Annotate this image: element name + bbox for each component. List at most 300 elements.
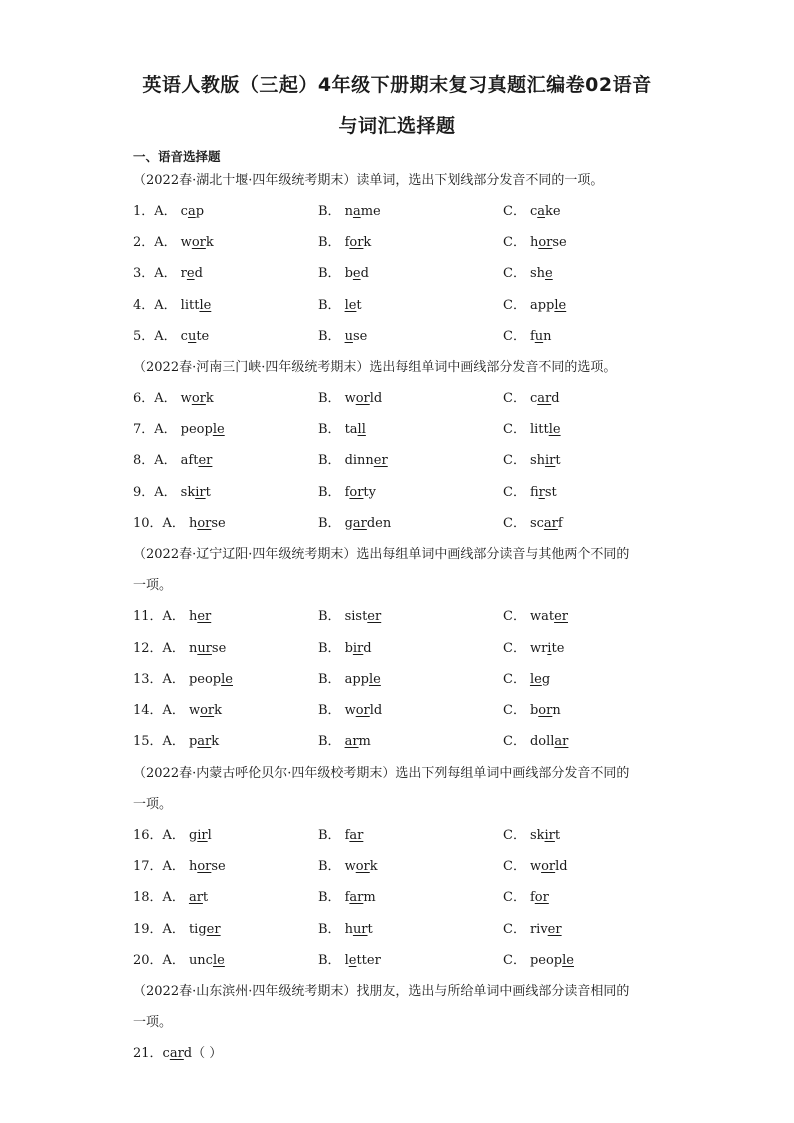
- word-part: ke: [545, 204, 561, 219]
- question-5-option-b: [318, 328, 367, 346]
- underlined-part: or: [191, 235, 206, 250]
- underlined-part: or: [355, 703, 370, 718]
- option-letter: A．: [162, 890, 185, 905]
- underlined-part: or: [197, 859, 212, 874]
- question-15-option-c: [503, 733, 568, 751]
- option-letter: A．: [154, 422, 177, 437]
- option-letter: A．: [154, 298, 177, 313]
- underlined-part: ar: [169, 1046, 184, 1061]
- underlined-part: ar: [188, 890, 203, 905]
- option-letter: A．: [154, 453, 177, 468]
- option-letter: A．: [162, 672, 185, 687]
- question-1-option-c: [503, 203, 561, 221]
- word-part: f: [529, 329, 535, 344]
- question-16-option-a: [133, 827, 212, 845]
- word-part: den: [366, 516, 392, 531]
- question-18-option-b: [318, 889, 376, 907]
- option-letter: B．: [318, 672, 341, 687]
- question-17-option-c: [503, 858, 568, 876]
- underlined-part: a: [537, 204, 545, 219]
- question-3-option-b: [318, 265, 369, 283]
- question-number: 19．: [133, 922, 163, 937]
- underlined-part: ar: [344, 734, 359, 749]
- option-letter: C．: [503, 641, 526, 656]
- underlined-part: or: [355, 859, 370, 874]
- underlined-part: or: [355, 391, 370, 406]
- question-9-option-a: [133, 484, 211, 502]
- word-part: m: [358, 734, 371, 749]
- word-part: f: [529, 890, 535, 905]
- group-instruction: [133, 765, 673, 827]
- question-5-option-a: [133, 328, 209, 346]
- underlined-part: le: [368, 672, 381, 687]
- word-part: k: [211, 734, 220, 749]
- option-letter: A．: [154, 204, 177, 219]
- word-part: c: [162, 1046, 170, 1061]
- option-letter: C．: [503, 703, 526, 718]
- option-letter: C．: [503, 204, 526, 219]
- underlined-part: ir: [544, 828, 555, 843]
- word-part: h: [188, 609, 198, 624]
- word-part: d: [363, 641, 372, 656]
- option-letter: B．: [318, 329, 341, 344]
- question-7-option-a: [133, 421, 225, 439]
- option-letter: A．: [162, 859, 185, 874]
- word-part: h: [344, 922, 353, 937]
- question-18-option-a: [133, 889, 208, 907]
- option-letter: B．: [318, 890, 341, 905]
- option-letter: B．: [318, 734, 341, 749]
- question-number: 1．: [133, 204, 155, 219]
- question-13-option-c: [503, 671, 550, 689]
- question-12-option-a: [133, 640, 226, 658]
- underlined-part: u: [534, 329, 544, 344]
- word-part: l: [207, 828, 212, 843]
- option-letter: B．: [318, 235, 341, 250]
- option-letter: B．: [318, 266, 341, 281]
- word-part: f: [529, 485, 539, 500]
- option-letter: C．: [503, 859, 526, 874]
- word-part: me: [360, 204, 381, 219]
- word-part: se: [211, 641, 227, 656]
- word-part: litt: [180, 298, 200, 313]
- option-letter: C．: [503, 516, 526, 531]
- word-part: ta: [344, 422, 358, 437]
- word-part: sh: [529, 453, 545, 468]
- underlined-part: ur: [352, 922, 368, 937]
- option-letter: A．: [162, 641, 185, 656]
- underlined-part: ir: [195, 485, 206, 500]
- underlined-part: e: [352, 266, 361, 281]
- underlined-part: le: [221, 672, 233, 687]
- question-14-option-c: [503, 702, 561, 720]
- word-part: w: [188, 703, 201, 718]
- group-instruction: [133, 983, 673, 1045]
- word-part: dinn: [344, 453, 374, 468]
- question-3-option-a: [133, 265, 203, 283]
- underlined-part: er: [547, 922, 562, 937]
- page-title-line-1: 英语人教版（三起）4年级下册期末复习真题汇编卷02语音: [142, 74, 652, 96]
- underlined-part: er: [198, 453, 213, 468]
- word-part: app: [529, 298, 555, 313]
- word-part: k: [205, 391, 214, 406]
- question-number: 18．: [133, 890, 163, 905]
- question-number: 10．: [133, 516, 163, 531]
- underlined-part: or: [191, 391, 206, 406]
- option-letter: B．: [318, 859, 341, 874]
- question-number: 14．: [133, 703, 163, 718]
- underlined-part: i: [547, 641, 552, 656]
- underlined-part: or: [349, 235, 364, 250]
- word-part: k: [369, 859, 378, 874]
- question-19-option-c: [503, 921, 562, 939]
- question-11-option-c: [503, 608, 568, 626]
- option-letter: B．: [318, 204, 341, 219]
- question-1-option-b: [318, 203, 381, 221]
- option-letter: A．: [154, 485, 177, 500]
- question-18-option-c: [503, 889, 549, 907]
- word-part: p: [188, 734, 198, 749]
- option-letter: C．: [503, 235, 526, 250]
- question-19-option-b: [318, 921, 373, 939]
- word-part: tig: [188, 922, 207, 937]
- word-part: w: [344, 703, 356, 718]
- question-13-option-a: [133, 671, 233, 689]
- question-8-option-a: [133, 452, 212, 470]
- option-letter: B．: [318, 391, 341, 406]
- question-number: 4．: [133, 298, 155, 313]
- word-part: sk: [180, 485, 196, 500]
- option-letter: B．: [318, 422, 341, 437]
- underlined-part: le: [212, 953, 225, 968]
- option-letter: C．: [503, 485, 526, 500]
- question-11-option-a: [133, 608, 211, 626]
- question-5-option-c: [503, 328, 552, 346]
- option-letter: A．: [154, 266, 177, 281]
- option-letter: B．: [318, 641, 341, 656]
- word-part: w: [180, 235, 192, 250]
- question-number: 7．: [133, 422, 155, 437]
- question-10-option-a: [133, 515, 226, 533]
- word-part: f: [344, 235, 350, 250]
- question-number: 9．: [133, 485, 155, 500]
- underlined-part: a: [352, 204, 361, 219]
- word-part: peop: [180, 422, 213, 437]
- underlined-part: le: [562, 953, 574, 968]
- question-9-option-b: [318, 484, 376, 502]
- word-part: c: [529, 204, 538, 219]
- word-part: tter: [356, 953, 381, 968]
- question-13-option-b: [318, 671, 381, 689]
- underlined-part: er: [206, 922, 221, 937]
- question-number: 12．: [133, 641, 163, 656]
- word-part: n: [188, 641, 198, 656]
- word-part: ld: [369, 703, 383, 718]
- group-instruction: [133, 359, 673, 390]
- word-part: te: [196, 329, 210, 344]
- word-part: f: [344, 828, 350, 843]
- option-letter: C．: [503, 453, 526, 468]
- option-letter: A．: [162, 922, 185, 937]
- word-part: k: [363, 235, 372, 250]
- question-8-option-c: [503, 452, 561, 470]
- question-8-option-b: [318, 452, 388, 470]
- word-part: b: [529, 703, 539, 718]
- underlined-part: le: [529, 672, 542, 687]
- option-letter: C．: [503, 953, 526, 968]
- word-part: w: [344, 391, 356, 406]
- section-heading: 一、语音选择题: [133, 149, 221, 164]
- option-letter: C．: [503, 922, 526, 937]
- question-4-option-b: [318, 297, 362, 315]
- word-part: g: [344, 516, 353, 531]
- question-19-option-a: [133, 921, 221, 939]
- instruction-line: （2022春·河南三门峡·四年级统考期末）选出每组单词中画线部分发音不同的选项。: [133, 360, 617, 375]
- word-part: g: [188, 828, 198, 843]
- question-number: 6．: [133, 391, 155, 406]
- question-4-option-c: [503, 297, 566, 315]
- question-17-option-a: [133, 858, 226, 876]
- underlined-part: u: [344, 329, 353, 344]
- question-number: 15．: [133, 734, 163, 749]
- word-part: t: [356, 298, 362, 313]
- question-number: 20．: [133, 953, 163, 968]
- question-20-option-a: [133, 952, 225, 970]
- question-6-option-a: [133, 390, 214, 408]
- word-part: riv: [529, 922, 548, 937]
- question-4-option-a: [133, 297, 211, 315]
- word-part: ld: [555, 859, 568, 874]
- group-instruction: [133, 172, 673, 203]
- option-letter: A．: [154, 235, 177, 250]
- option-letter: B．: [318, 453, 341, 468]
- word-part: st: [544, 485, 557, 500]
- question-number: 16．: [133, 828, 163, 843]
- word-part: h: [188, 516, 198, 531]
- question-7-option-c: [503, 421, 561, 439]
- option-letter: B．: [318, 953, 341, 968]
- word-part: t: [205, 485, 211, 500]
- word-part: t: [202, 890, 209, 905]
- underlined-part: or: [349, 485, 364, 500]
- word-part: se: [211, 859, 226, 874]
- option-letter: C．: [503, 391, 526, 406]
- question-9-option-c: [503, 484, 557, 502]
- underlined-part: ar: [352, 516, 367, 531]
- question-number: 5．: [133, 329, 155, 344]
- word-part: w: [180, 391, 192, 406]
- option-letter: A．: [162, 828, 185, 843]
- group-instruction: [133, 546, 673, 608]
- underlined-part: or: [200, 703, 215, 718]
- word-part: d: [183, 1046, 193, 1061]
- question-3-option-c: [503, 265, 553, 283]
- word-part: b: [344, 266, 353, 281]
- underlined-part: le: [212, 422, 225, 437]
- question-11-option-b: [318, 608, 381, 626]
- question-10-option-b: [318, 515, 391, 533]
- option-letter: B．: [318, 703, 341, 718]
- question-20-option-b: [318, 952, 381, 970]
- question-number: 13．: [133, 672, 163, 687]
- option-letter: B．: [318, 516, 341, 531]
- word-part: h: [529, 235, 539, 250]
- underlined-part: ur: [197, 641, 212, 656]
- word-part: h: [188, 859, 198, 874]
- underlined-part: er: [373, 453, 388, 468]
- question-number: 3．: [133, 266, 155, 281]
- instruction-line: 一项。: [133, 797, 173, 812]
- word-part: k: [214, 703, 223, 718]
- word-part: app: [344, 672, 369, 687]
- word-part: t: [367, 922, 373, 937]
- question-2-option-c: [503, 234, 567, 252]
- word-part: f: [344, 890, 350, 905]
- underlined-part: ir: [352, 641, 364, 656]
- underlined-part: ar: [197, 734, 212, 749]
- underlined-part: a: [187, 204, 196, 219]
- option-letter: C．: [503, 329, 526, 344]
- word-part: g: [541, 672, 551, 687]
- instruction-line: 一项。: [133, 578, 173, 593]
- word-part: r: [180, 266, 187, 281]
- option-letter: C．: [503, 672, 526, 687]
- underlined-part: ir: [545, 453, 556, 468]
- word-part: peop: [529, 953, 563, 968]
- question-12-option-b: [318, 640, 372, 658]
- option-letter: C．: [503, 266, 526, 281]
- option-letter: A．: [162, 609, 185, 624]
- underlined-part: or: [534, 890, 549, 905]
- word-part: n: [543, 329, 552, 344]
- underlined-part: ll: [357, 422, 366, 437]
- underlined-part: ar: [543, 516, 558, 531]
- word-part: c: [529, 391, 538, 406]
- word-part: k: [205, 235, 214, 250]
- underlined-part: or: [538, 235, 553, 250]
- instruction-line: （2022春·湖北十堰·四年级统考期末）读单词，选出下划线部分发音不同的一项。: [133, 173, 604, 188]
- word-part: n: [552, 703, 561, 718]
- word-part: f: [344, 485, 350, 500]
- underlined-part: le: [548, 422, 561, 437]
- option-letter: B．: [318, 922, 341, 937]
- question-number: 21．: [133, 1046, 163, 1061]
- question-6-option-b: [318, 390, 382, 408]
- underlined-part: or: [541, 859, 556, 874]
- word-part: wat: [529, 609, 555, 624]
- underlined-part: er: [554, 609, 568, 624]
- question-7-option-b: [318, 421, 366, 439]
- word-part: unc: [188, 953, 213, 968]
- option-letter: A．: [162, 703, 185, 718]
- underlined-part: e: [348, 953, 357, 968]
- word-part: t: [555, 453, 561, 468]
- question-12-option-c: [503, 640, 564, 658]
- question-6-option-c: [503, 390, 560, 408]
- option-letter: A．: [162, 734, 185, 749]
- word-part: ty: [363, 485, 376, 500]
- option-letter: C．: [503, 734, 526, 749]
- word-part: sist: [344, 609, 368, 624]
- word-part: sk: [529, 828, 545, 843]
- word-part: se: [211, 516, 226, 531]
- option-letter: B．: [318, 609, 341, 624]
- question-2-option-b: [318, 234, 371, 252]
- underlined-part: le: [554, 298, 567, 313]
- word-part: peop: [188, 672, 222, 687]
- underlined-part: er: [197, 609, 212, 624]
- word-part: wr: [529, 641, 548, 656]
- option-letter: C．: [503, 422, 526, 437]
- word-part: w: [344, 859, 356, 874]
- word-part: p: [195, 204, 205, 219]
- word-part: w: [529, 859, 542, 874]
- underlined-part: ar: [349, 828, 364, 843]
- underlined-part: or: [538, 703, 553, 718]
- question-20-option-c: [503, 952, 574, 970]
- word-part: f: [557, 516, 563, 531]
- instruction-line: （2022春·内蒙古呼伦贝尔·四年级校考期末）选出下列每组单词中画线部分发音不同的: [133, 766, 630, 781]
- option-letter: B．: [318, 828, 341, 843]
- option-letter: A．: [162, 516, 185, 531]
- page-title-line-2: 与词汇选择题: [338, 115, 456, 137]
- word-part: m: [363, 890, 376, 905]
- underlined-part: ar: [537, 391, 552, 406]
- word-part: n: [344, 204, 353, 219]
- question-21: [133, 1045, 222, 1063]
- option-letter: A．: [154, 329, 177, 344]
- option-letter: C．: [503, 609, 526, 624]
- underlined-part: er: [367, 609, 382, 624]
- word-part: te: [551, 641, 565, 656]
- word-part: d: [551, 391, 560, 406]
- option-letter: A．: [162, 953, 185, 968]
- word-part: c: [180, 204, 188, 219]
- question-number: 11．: [133, 609, 163, 624]
- question-16-option-c: [503, 827, 560, 845]
- word-part: sh: [529, 266, 545, 281]
- question-15-option-b: [318, 733, 371, 751]
- question-number: 17．: [133, 859, 163, 874]
- question-14-option-a: [133, 702, 222, 720]
- word-part: aft: [180, 453, 199, 468]
- word-part: t: [554, 828, 561, 843]
- word-part: ld: [369, 391, 383, 406]
- question-1-option-a: [133, 203, 204, 221]
- question-2-option-a: [133, 234, 214, 252]
- word-part: b: [344, 641, 353, 656]
- word-part: se: [352, 329, 368, 344]
- word-part: l: [344, 953, 349, 968]
- underlined-part: u: [187, 329, 197, 344]
- question-number: 2．: [133, 235, 155, 250]
- option-letter: B．: [318, 485, 341, 500]
- word-part: c: [180, 329, 188, 344]
- question-10-option-c: [503, 515, 563, 533]
- question-number: 8．: [133, 453, 155, 468]
- underlined-part: ir: [197, 828, 208, 843]
- underlined-part: e: [545, 266, 553, 281]
- option-letter: B．: [318, 298, 341, 313]
- word-part: litt: [529, 422, 549, 437]
- word-part: d: [360, 266, 369, 281]
- underlined-part: ir: [538, 485, 545, 500]
- option-letter: A．: [154, 391, 177, 406]
- underlined-part: ar: [349, 890, 364, 905]
- underlined-part: le: [199, 298, 212, 313]
- option-letter: C．: [503, 890, 526, 905]
- instruction-line: （2022春·山东滨州·四年级统考期末）找朋友，选出与所给单词中画线部分读音相同的: [133, 984, 630, 999]
